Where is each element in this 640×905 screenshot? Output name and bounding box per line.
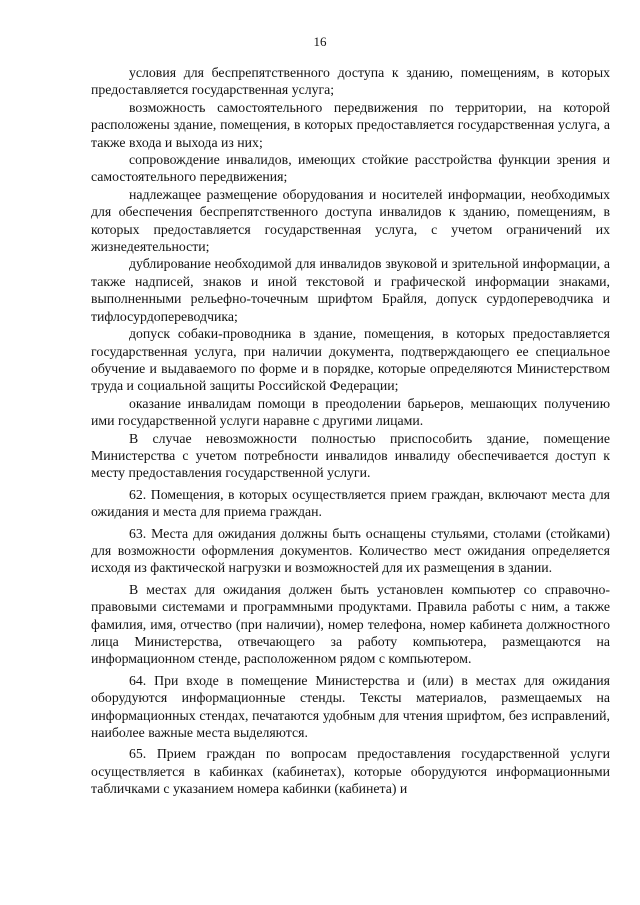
page-number: 16	[313, 34, 327, 49]
paragraph: оказание инвалидам помощи в преодолении барьеров, мешающих получению ими государственной услуги наравне с другими лицами.	[91, 395, 610, 429]
paragraph: 65. Прием граждан по вопросам предоставления государственной услуги осуществляется в кабинках (кабинетах), которые оборудуются информационными табличками с указанием номера кабинки (кабинета) и	[91, 746, 610, 797]
paragraph: условия для беспрепятственного доступа к зданию, помещениям, в которых предоставляется государственная услуга;	[91, 65, 610, 98]
paragraph: 64. При входе в помещение Министерства и (или) в местах для ожидания оборудуются информационные стенды. Тексты материалов, размещаемых на информационных стендах, печатаются удобным для чтения шрифтом, без исправлений, наиболее важные места выделяются.	[91, 672, 610, 741]
paragraph: сопровождение инвалидов, имеющих стойкие расстройства функции зрения и самостоятельного передвижения;	[91, 152, 610, 185]
paragraph: дублирование необходимой для инвалидов звуковой и зрительной информации, а также надписей, знаков и иной текстовой и графической информации знаками, выполненными рельефно-точечным шрифтом Брайля, допуск сурдопереводчика и тифлосурдопереводчика;	[91, 256, 610, 324]
paragraph: 63. Места для ожидания должны быть оснащены стульями, столами (стойками) для возможности оформления документов. Количество мест ожидания определяется исходя из фактической нагрузки и возможностей для их размещения в здании.	[91, 525, 610, 576]
paragraph: В случае невозможности полностью приспособить здание, помещение Министерства с учетом потребности инвалидов инвалиду обеспечивается доступ к месту предоставления государственной услуги.	[91, 430, 610, 481]
paragraph: допуск собаки-проводника в здание, помещения, в которых предоставляется государственная услуга, при наличии документа, подтверждающего ее специальное обучение и выдаваемого по форме и в порядке, которые определяются Министерством труда и социальной защиты Российской Федерации;	[91, 326, 610, 394]
paragraph: В местах для ожидания должен быть установлен компьютер со справочно-правовыми системами и программными продуктами. Правила работы с ним, а также фамилия, имя, отчество (при наличии), номер телефона, номер кабинета должностного лица Министерства, отвечающего за работу компьютера, размещаются на информационном стенде, расположенном рядом с компьютером.	[91, 581, 610, 667]
paragraph: возможность самостоятельного передвижения по территории, на которой расположены здание, помещения, в которых предоставляется государственная услуга, а также входа и выхода из них;	[91, 99, 610, 150]
body-text	[91, 64, 610, 798]
paragraph: 62. Помещения, в которых осуществляется прием граждан, включают места для ожидания и места для приема граждан.	[91, 486, 610, 520]
paragraph: надлежащее размещение оборудования и носителей информации, необходимых для обеспечения беспрепятственного доступа инвалидов к зданию, помещениям, в которых предоставляется государственная услуга, с учетом ограничений их жизнедеятельности;	[91, 186, 610, 255]
